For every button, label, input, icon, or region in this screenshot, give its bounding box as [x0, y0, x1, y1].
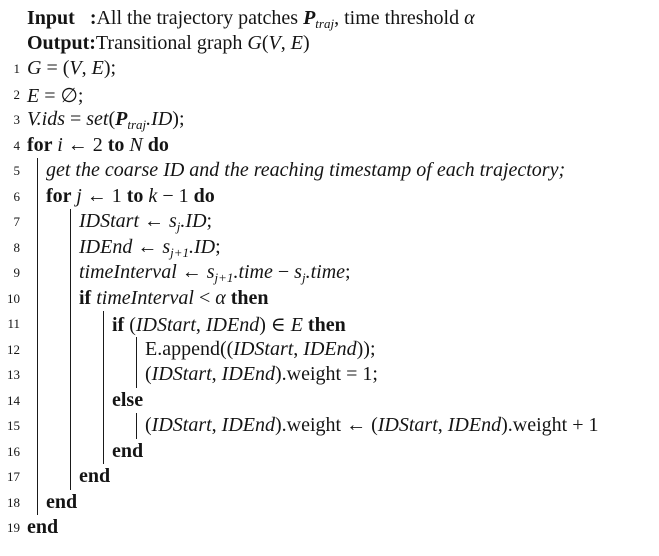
- indent-rule: [13, 413, 46, 439]
- indent-rule: [112, 413, 145, 439]
- indent-rule: [46, 464, 79, 490]
- code-text: E.append((IDStart, IDEnd));: [145, 337, 376, 360]
- algo-header-line: [27, 6, 659, 31]
- code-text: for i ← 2 to N do: [27, 133, 169, 156]
- code-text: get the coarse ID and the reaching timestamp of each trajectory;: [46, 159, 566, 181]
- code-text: (IDStart, IDEnd).weight = 1;: [145, 363, 378, 385]
- algo-line: [0, 362, 659, 388]
- line-number: 11: [7, 316, 20, 331]
- indent-rule: [13, 464, 46, 490]
- indent-rule: [13, 337, 46, 363]
- code-text: for j ← 1 to k − 1 do: [46, 184, 215, 207]
- algo-line: [0, 107, 659, 133]
- header-text: Output:Transitional graph G(V, E): [27, 32, 310, 54]
- line-number: 13: [7, 367, 20, 382]
- line-number: 10: [7, 290, 20, 306]
- indent-rule: [79, 311, 112, 337]
- line-number: 7: [13, 214, 20, 229]
- algo-line: [0, 311, 659, 337]
- indent-rule: [13, 362, 46, 388]
- indent-rule: [13, 439, 46, 465]
- algo-line: [0, 439, 659, 465]
- indent-rule: [13, 158, 46, 184]
- indent-rule: [46, 388, 79, 414]
- indent-rule: [79, 362, 112, 388]
- code-text: end: [46, 490, 78, 513]
- indent-rule: [46, 311, 79, 337]
- algo-line: [0, 515, 659, 541]
- indent-rule: [46, 286, 79, 312]
- algo-line: [0, 158, 659, 184]
- algo-line: [0, 133, 659, 159]
- indent-rule: [13, 235, 46, 261]
- algo-line: [0, 490, 659, 516]
- indent-rule: [46, 235, 79, 261]
- code-text: timeInterval ← $s_{j+1}.time$ − $s_j.time$;: [79, 261, 351, 285]
- code-text: else: [112, 388, 144, 411]
- indent-rule: [46, 209, 79, 235]
- algo-line: [0, 286, 659, 312]
- line-number: 1: [13, 61, 20, 76]
- algo-line: [0, 82, 659, 108]
- algo-line: [0, 184, 659, 210]
- code-text: IDStart ← $s_j.ID$;: [79, 210, 213, 234]
- indent-rule: [13, 184, 46, 210]
- algorithm-body: [0, 56, 659, 541]
- code-text: $V.ids = set(P_{traj}.ID)$;: [27, 108, 185, 132]
- indent-rule: [13, 388, 46, 414]
- line-number: 17: [7, 469, 20, 484]
- line-number: 18: [7, 494, 20, 510]
- indent-rule: [13, 260, 46, 286]
- header-text: Input :All the trajectory patches $P_{traj}$, time threshold α: [27, 7, 475, 31]
- indent-rule: [46, 337, 79, 363]
- line-number: 14: [7, 392, 20, 408]
- indent-rule: [112, 337, 145, 363]
- algo-header-line: [27, 31, 659, 56]
- code-text: end: [112, 439, 144, 462]
- indent-rule: [46, 439, 79, 465]
- code-text: end: [79, 465, 111, 487]
- indent-rule: [79, 439, 112, 465]
- indent-rule: [13, 311, 46, 337]
- algo-line: [0, 235, 659, 261]
- line-number: 12: [7, 341, 20, 357]
- indent-rule: [13, 490, 46, 516]
- line-number: 4: [13, 137, 20, 153]
- code-text: (IDStart, IDEnd).weight ← (IDStart, IDEnd).weight + 1: [145, 414, 599, 436]
- indent-rule: [79, 337, 112, 363]
- code-text: if (IDStart, IDEnd) ∈ E then: [112, 314, 346, 336]
- algo-line: [0, 337, 659, 363]
- code-text: IDEnd ← $s_{j+1}.ID$;: [79, 235, 221, 260]
- indent-rule: [79, 413, 112, 439]
- line-number: 6: [13, 188, 20, 204]
- line-number: 9: [13, 265, 20, 280]
- line-number: 15: [7, 418, 20, 433]
- code-text: end: [27, 516, 59, 538]
- algo-line: [0, 413, 659, 439]
- indent-rule: [46, 362, 79, 388]
- indent-rule: [46, 413, 79, 439]
- algo-line: [0, 56, 659, 82]
- indent-rule: [46, 260, 79, 286]
- line-number: 2: [13, 86, 20, 102]
- line-number: 3: [13, 112, 20, 127]
- algo-line: [0, 209, 659, 235]
- algo-line: [0, 388, 659, 414]
- indent-rule: [13, 286, 46, 312]
- code-text: E = ∅;: [27, 84, 84, 107]
- code-text: if timeInterval < α then: [79, 286, 269, 309]
- line-number: 16: [7, 443, 20, 459]
- code-text: G = (V, E);: [27, 57, 117, 79]
- indent-rule: [13, 209, 46, 235]
- indent-rule: [79, 388, 112, 414]
- line-number: 19: [7, 520, 20, 535]
- line-number: 5: [13, 163, 20, 178]
- algo-line: [0, 464, 659, 490]
- algo-line: [0, 260, 659, 286]
- indent-rule: [112, 362, 145, 388]
- algorithm-header: [27, 6, 659, 56]
- line-number: 8: [13, 239, 20, 255]
